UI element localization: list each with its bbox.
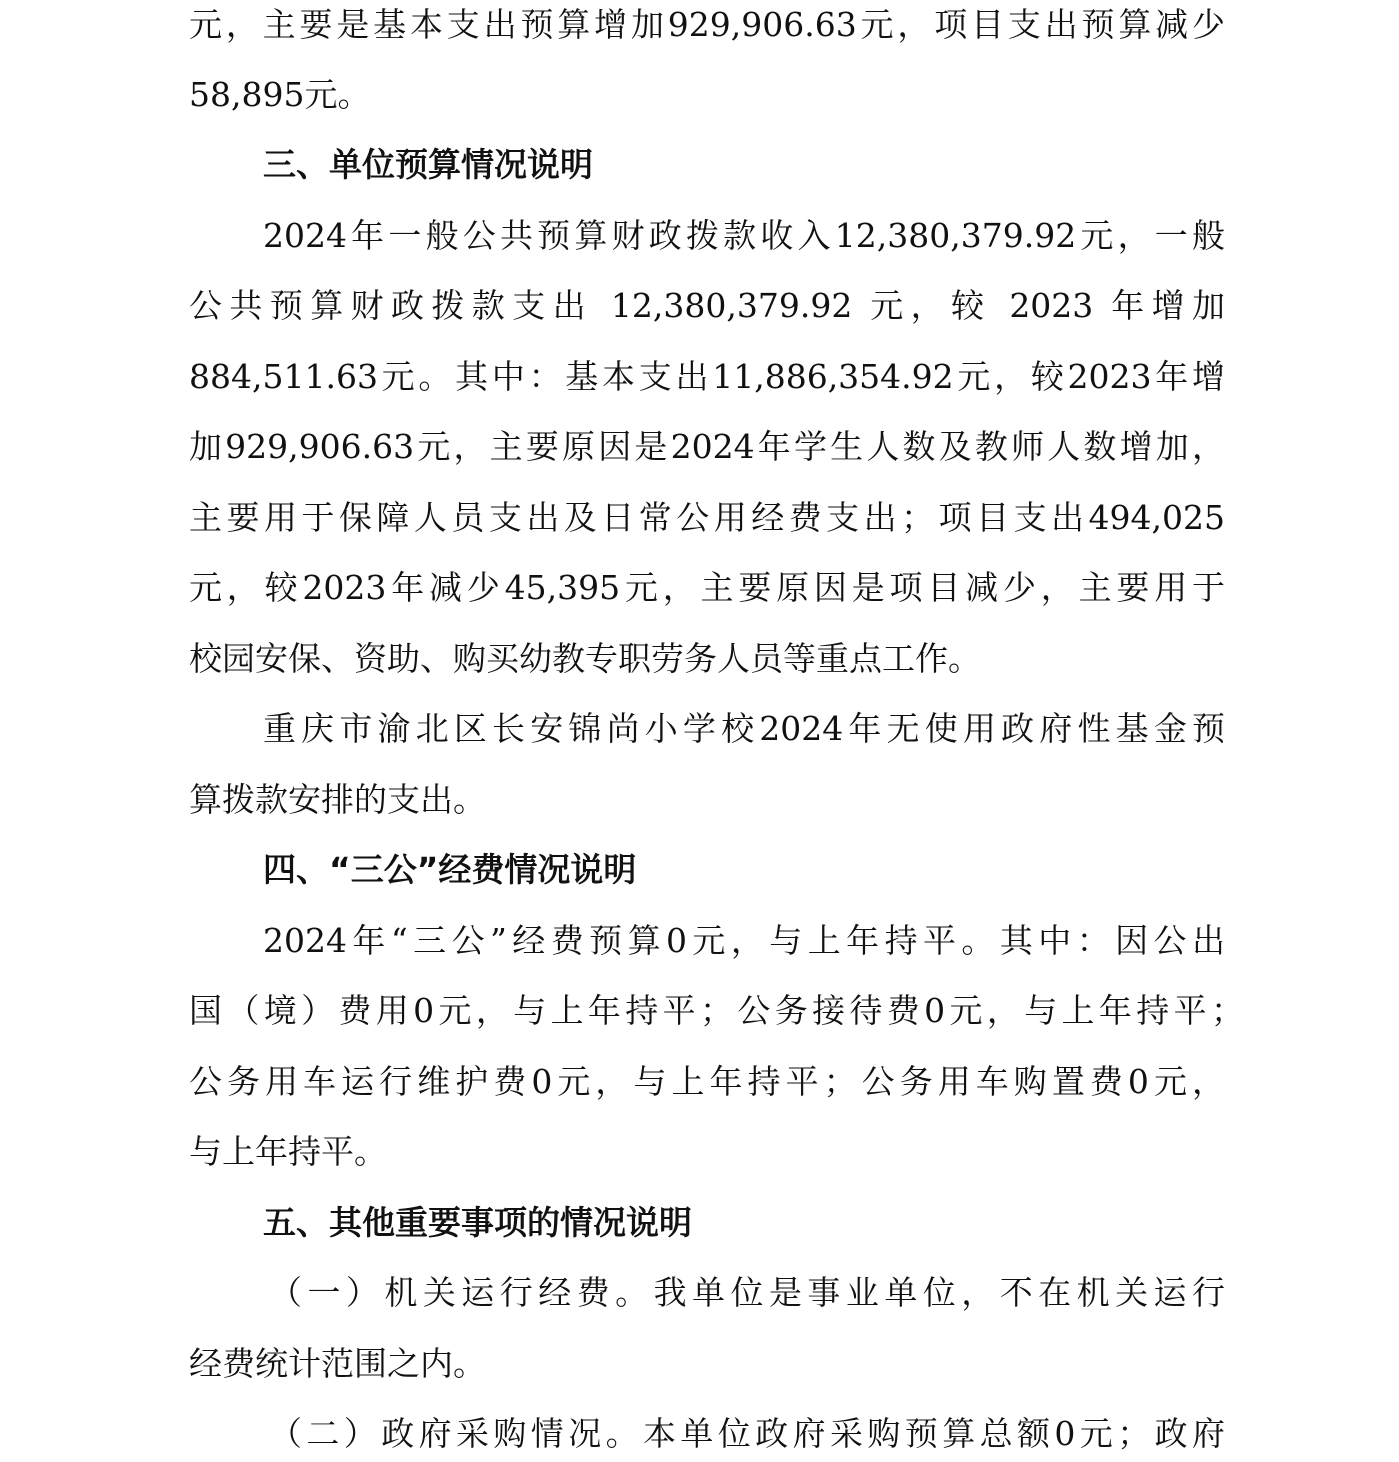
paragraph-line: 与上年持平。 [189,1132,387,1171]
paragraph-line: 元，较2023年减少45,395元，主要原因是项目减少，主要用于 [189,568,1225,607]
paragraph-line: 算拨款安排的支出。 [189,780,486,819]
section-heading: 五、其他重要事项的情况说明 [263,1203,692,1242]
section-heading: 三、单位预算情况说明 [263,145,593,184]
paragraph-line: 公务用车运行维护费0元，与上年持平；公务用车购置费0元， [189,1062,1225,1101]
section-heading: 四、“三公”经费情况说明 [263,850,637,889]
paragraph-line: 重庆市渝北区长安锦尚小学校2024年无使用政府性基金预 [263,709,1225,748]
paragraph-line: （二）政府采购情况。本单位政府采购预算总额0元；政府 [269,1414,1225,1453]
paragraph-line: 58,895元。 [189,75,371,114]
paragraph-line: 884,511.63元。其中：基本支出11,886,354.92元，较2023年增 [189,357,1225,396]
paragraph-line: 国（境）费用0元，与上年持平；公务接待费0元，与上年持平； [189,991,1244,1030]
paragraph-line: 加929,906.63元，主要原因是2024年学生人数及教师人数增加， [189,427,1225,466]
paragraph-line: 公共预算财政拨款支出 12,380,379.92 元，较 2023 年增加 [189,286,1225,325]
paragraph-line: 2024年一般公共预算财政拨款收入12,380,379.92元，一般 [263,216,1225,255]
paragraph-line: 经费统计范围之内。 [189,1344,486,1383]
paragraph-line: 主要用于保障人员支出及日常公用经费支出；项目支出494,025 [189,498,1225,537]
paragraph-line: 校园安保、资助、购买幼教专职劳务人员等重点工作。 [189,639,981,678]
paragraph-line: 2024年“三公”经费预算0元，与上年持平。其中：因公出 [263,921,1225,960]
paragraph-line: （一）机关运行经费。我单位是事业单位，不在机关运行 [269,1273,1225,1312]
paragraph-line: 元，主要是基本支出预算增加929,906.63元，项目支出预算减少 [189,5,1225,44]
